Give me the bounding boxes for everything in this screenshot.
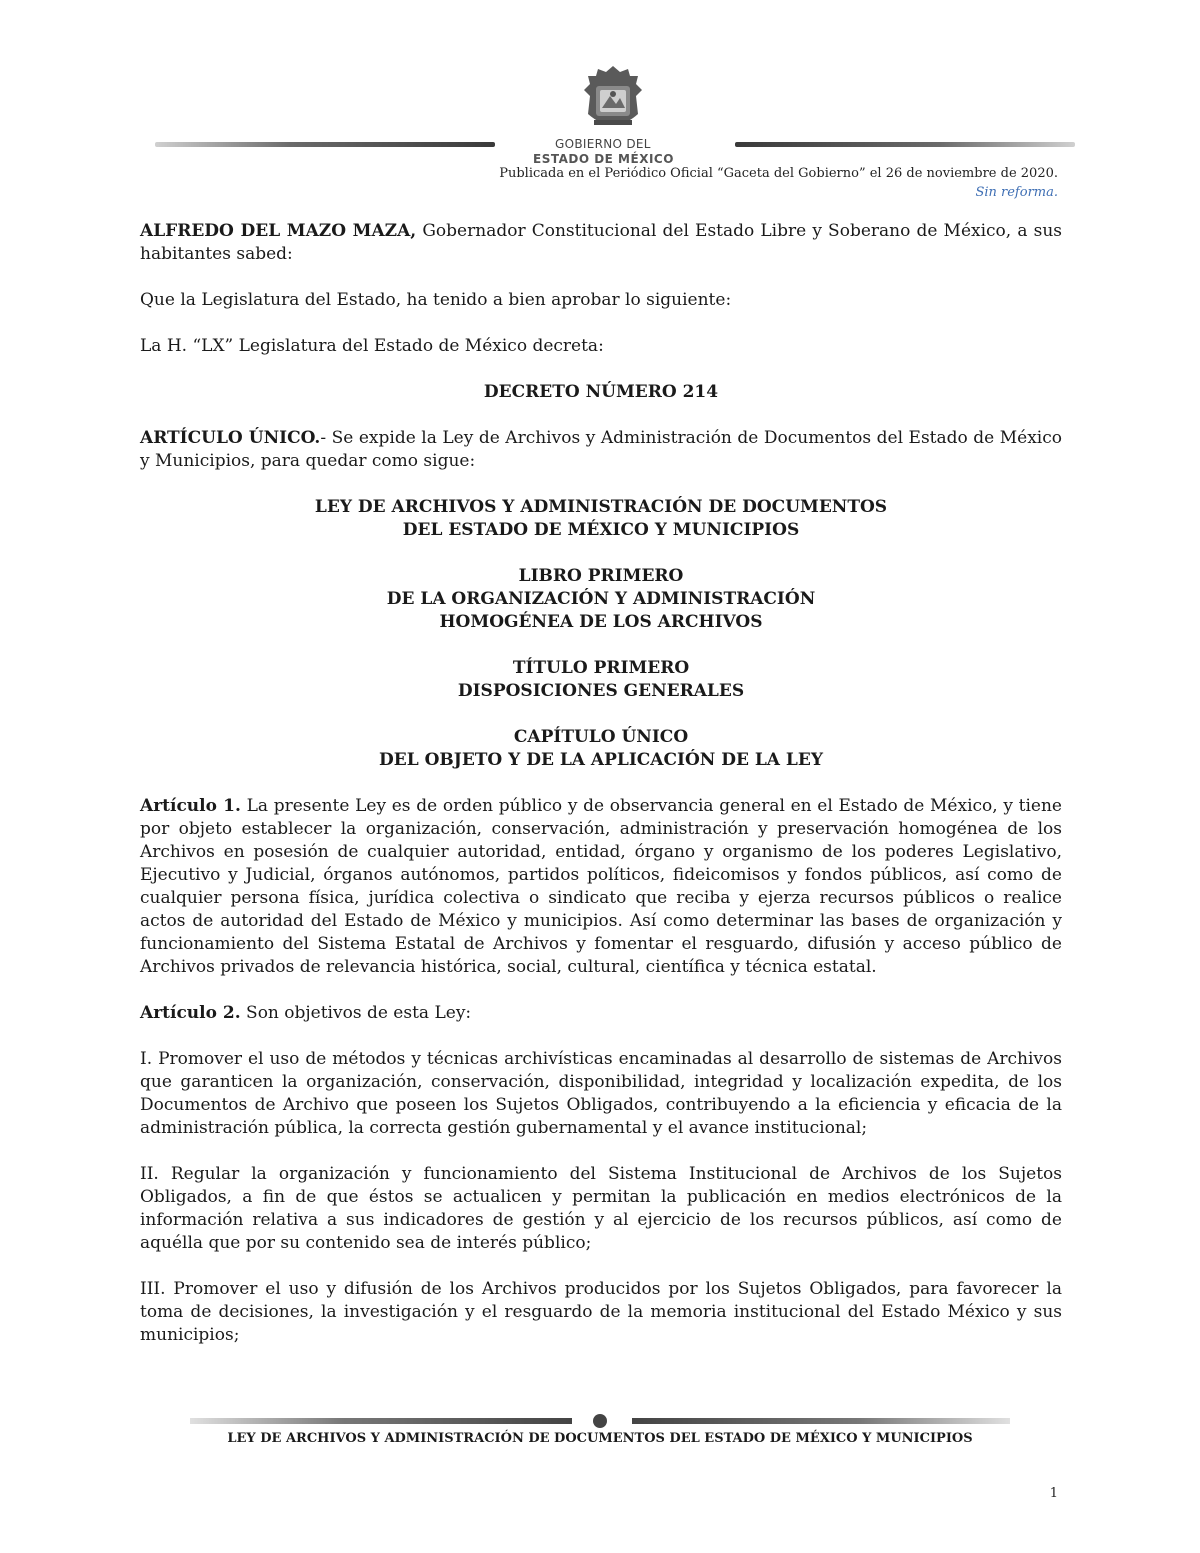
articulo-unico-label: ARTÍCULO ÚNICO. — [140, 428, 321, 448]
law-title-line1: LEY DE ARCHIVOS Y ADMINISTRACIÓN DE DOCUMENTOS — [314, 497, 888, 517]
articulo-unico-text: - Se expide la Ley de Archivos y Administración de Documentos del Estado de México y Municipios, para quedar como sigue: — [140, 428, 1062, 471]
header-rule-right — [735, 142, 1075, 147]
articulo-2-text: Son objetivos de esta Ley: — [240, 1003, 472, 1023]
fraccion-3: III. Promover el uso y difusión de los Archivos producidos por los Sujetos Obligados, para favorecer la toma de decisiones, la investigación y el resguardo de la memoria institucional del Estado México y sus municipios; — [140, 1279, 1062, 1345]
governor-text: Gobernador Constitucional del Estado Libre y Soberano de México, a sus habitantes sabed: — [140, 221, 1062, 264]
governor-name: ALFREDO DEL MAZO MAZA, — [140, 221, 417, 241]
decree-paragraph: La H. “LX” Legislatura del Estado de México decreta: — [140, 336, 604, 356]
law-title-line2: DEL ESTADO DE MÉXICO Y MUNICIPIOS — [402, 520, 800, 540]
government-label-line1: GOBIERNO DEL — [555, 137, 651, 151]
articulo-1-paragraph — [140, 795, 1062, 979]
footer-rule-right — [632, 1418, 1010, 1424]
legislature-paragraph: Que la Legislatura del Estado, ha tenido a bien aprobar lo siguiente: — [140, 290, 732, 310]
libro-heading-line3: HOMOGÉNEA DE LOS ARCHIVOS — [439, 612, 763, 632]
document-body — [140, 220, 1062, 1347]
articulo-1-label: Artículo 1. — [140, 796, 241, 816]
footer-ornament-icon — [593, 1414, 607, 1428]
fraccion-1: I. Promover el uso de métodos y técnicas archivísticas encaminadas al desarrollo de sistemas de Archivos que garanticen la organización, conservación, disponibilidad, integridad y localización expedita, de los Documentos de Archivo que poseen los Sujetos Obligados, contribuyendo a la eficiencia y eficacia de la administración pública, la correcta gestión gubernamental y el avance institucional; — [140, 1049, 1062, 1138]
reform-status: Sin reforma. — [975, 185, 1058, 200]
state-seal-icon — [580, 64, 646, 134]
articulo-unico-paragraph — [140, 427, 1062, 473]
articulo-1-text: La presente Ley es de orden público y de observancia general en el Estado de México, y tiene por objeto establecer la organización, conservación, administración y preservación homogénea de los Archivos en posesión de cualquier autoridad, entidad, órgano y organismo de los poderes Legislativo, Ejecutivo y Judicial, órganos autónomos, partidos políticos, fideicomisos y fondos públicos, así como de cualquier persona física, jurídica colectiva o sindicato que reciba y ejerza recursos públicos o realice actos de autoridad del Estado de México y municipios. Así como determinar las bases de organización y funcionamiento del Sistema Estatal de Archivos y fomentar el resguardo, difusión y acceso público de Archivos privados de relevancia histórica, social, cultural, científica y técnica estatal. — [140, 796, 1062, 977]
articulo-2-paragraph — [140, 1002, 1062, 1025]
decree-number: DECRETO NÚMERO 214 — [483, 382, 719, 402]
capitulo-heading-line1: CAPÍTULO ÚNICO — [513, 727, 689, 747]
footer-law-name: LEY DE ARCHIVOS Y ADMINISTRACIÓN DE DOCUMENTOS DEL ESTADO DE MÉXICO Y MUNICIPIOS — [227, 1431, 973, 1446]
capitulo-heading-line2: DEL OBJETO Y DE LA APLICACIÓN DE LA LEY — [379, 750, 823, 770]
publication-note: Publicada en el Periódico Oficial “Gaceta del Gobierno” el 26 de noviembre de 2020. — [499, 166, 1058, 181]
governor-paragraph — [140, 220, 1062, 266]
footer-rule-left — [190, 1418, 572, 1424]
titulo-heading-line2: DISPOSICIONES GENERALES — [457, 681, 745, 701]
header-rule-left — [155, 142, 495, 147]
page-number: 1 — [1049, 1486, 1058, 1501]
titulo-heading-line1: TÍTULO PRIMERO — [512, 658, 690, 678]
fraccion-2: II. Regular la organización y funcionamiento del Sistema Institucional de Archivos de los Sujetos Obligados, a fin de que éstos se actualicen y permitan la publicación en medios electrónicos de la información relativa a sus indicadores de gestión y al ejercicio de los recursos públicos, así como de aquélla que por su contenido sea de interés público; — [140, 1164, 1062, 1253]
articulo-2-label: Artículo 2. — [140, 1003, 241, 1023]
libro-heading-line2: DE LA ORGANIZACIÓN Y ADMINISTRACIÓN — [386, 589, 816, 609]
government-label-line2: ESTADO DE MÉXICO — [533, 152, 674, 166]
libro-heading-line1: LIBRO PRIMERO — [518, 566, 684, 586]
